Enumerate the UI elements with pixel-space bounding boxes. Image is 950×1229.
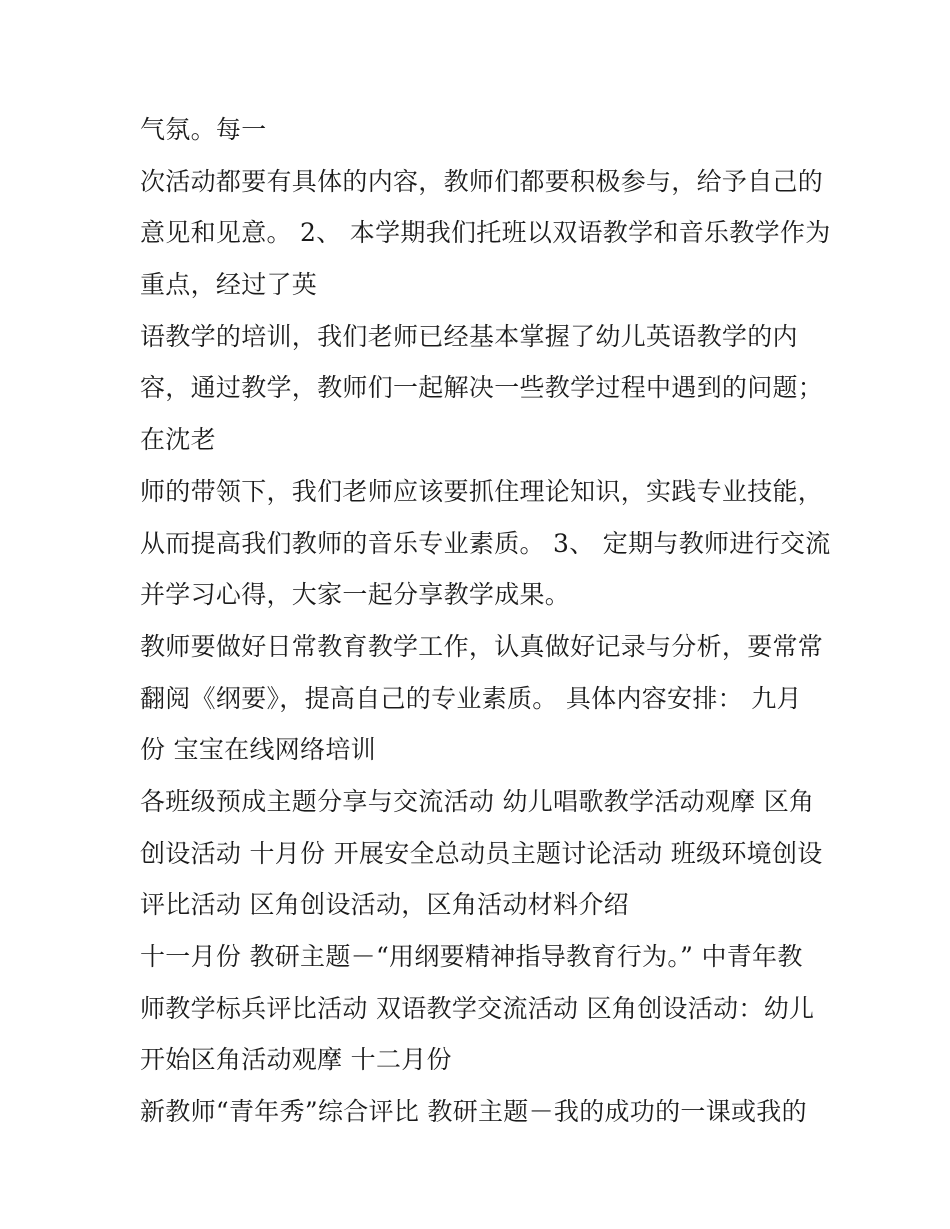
text-line: 教师要做好日常教育教学工作，认真做好记录与分析，要常常: [140, 631, 824, 661]
text-line: 评比活动 区角创设活动，区角活动材料介绍: [140, 890, 629, 920]
text-line: 次活动都要有具体的内容，教师们都要积极参与，给予自己的: [140, 166, 824, 196]
text-line: 从而提高我们教师的音乐专业素质。 3、 定期与教师进行交流: [140, 528, 831, 558]
text-line: 语教学的培训，我们老师已经基本掌握了幼儿英语教学的内: [140, 321, 798, 351]
text-line: 师的带领下，我们老师应该要抓住理论知识，实践专业技能，: [140, 476, 824, 506]
text-line: 容，通过教学，教师们一起解决一些教学过程中遇到的问题；: [140, 373, 824, 403]
text-line: 并学习心得，大家一起分享教学成果。: [140, 580, 571, 610]
text-line: 在沈老: [140, 425, 216, 455]
document-body: [140, 107, 840, 1141]
text-line: 十一月份 教研主题－“用纲要精神指导教育行为。” 中青年教: [140, 942, 803, 971]
text-line: 创设活动 十月份 开展安全总动员主题讨论活动 班级环境创设: [140, 838, 823, 868]
text-line: 开始区角活动观摩 十二月份: [140, 1045, 452, 1075]
text-line: 份 宝宝在线网络培训: [140, 735, 376, 765]
text-line: 重点，经过了英: [140, 270, 318, 300]
text-line: 意见和见意。 2、 本学期我们托班以双语教学和音乐教学作为: [140, 218, 831, 248]
text-line: 翻阅《纲要》，提高自己的专业素质。 具体内容安排： 九月: [140, 683, 802, 713]
text-line: 各班级预成主题分享与交流活动 幼儿唱歌教学活动观摩 区角: [140, 786, 815, 816]
text-line: 师教学标兵评比活动 双语教学交流活动 区角创设活动：幼儿: [140, 993, 815, 1023]
text-line: 气氛。每一: [140, 115, 267, 144]
text-line: 新教师“青年秀”综合评比 教研主题－我的成功的一课或我的: [140, 1097, 807, 1127]
